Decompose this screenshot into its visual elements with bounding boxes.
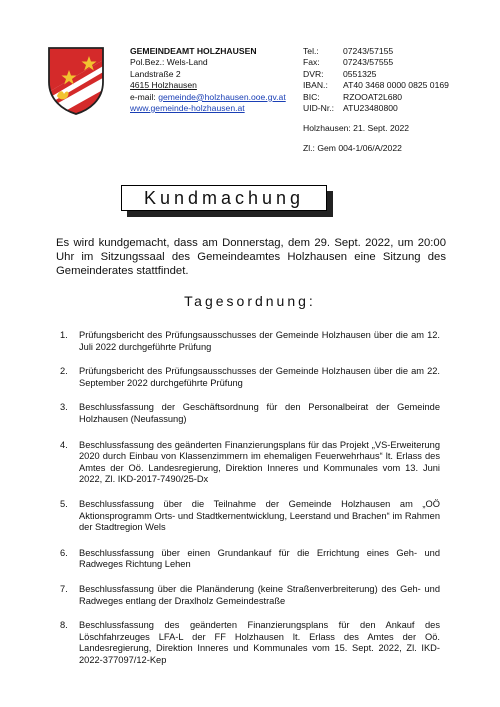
- agenda-item-text: Prüfungsbericht des Prüfungsausschusses der Gemeinde Holzhausen über die am 22. September 2022 durchgeführte Prüfung: [79, 366, 440, 388]
- email-line: [130, 92, 286, 103]
- agenda-item: [60, 548, 440, 571]
- agenda-item: [60, 440, 440, 486]
- contact-label: BIC:: [303, 91, 320, 102]
- contact-row: [303, 57, 449, 68]
- email-link[interactable]: gemeinde@holzhausen.ooe.gv.at: [158, 91, 286, 102]
- contact-row: [303, 46, 449, 57]
- agenda-item-number: 2.: [60, 366, 68, 377]
- organization-name: GEMEINDEAMT HOLZHAUSEN: [130, 46, 257, 56]
- agenda-item-number: 5.: [60, 498, 68, 509]
- agenda-item-number: 3.: [60, 402, 68, 413]
- contact-value: 07243/57155: [343, 46, 394, 56]
- agenda-item-text: Beschlussfassung der Geschäftsordnung für den Personalbeirat der Gemeinde Holzhausen (Neufassung): [79, 402, 440, 424]
- contact-value: RZOOAT2L680: [343, 91, 403, 102]
- agenda-item-text: Prüfungsbericht des Prüfungsausschusses der Gemeinde Holzhausen über die am 12. Juli 2022 durchgeführte Prüfung: [79, 330, 440, 352]
- contact-row: [303, 103, 449, 114]
- contact-value: 0551325: [343, 68, 377, 79]
- agenda-list: [60, 330, 440, 666]
- agenda-item: [60, 366, 440, 389]
- agenda-item-text: Beschlussfassung des geänderten Finanzierungsplans für das Projekt „VS-Erweiterung 2020 durch Einbau von Klassenzimmern im ehemaligen Feuerwehrhaus“ lt. Erlass des Amtes der Oö. Landesregierung, Direktion Inneres und Kommunales vom 13. Juni 2022, Zl. IKD-2017-7490/25-Dx: [79, 439, 440, 485]
- agenda-item-number: 8.: [60, 620, 68, 631]
- document-title: Kundmachung: [121, 185, 327, 211]
- coat-of-arms-logo: [47, 46, 105, 116]
- contact-value: AT40 3468 0000 0825 0169: [343, 80, 449, 91]
- contact-details: [303, 46, 449, 114]
- email-label: e-mail:: [130, 91, 159, 102]
- contact-value: 07243/57555: [343, 57, 394, 68]
- agenda-item: [60, 584, 440, 607]
- contact-value: ATU23480800: [343, 103, 398, 114]
- agenda-item: [60, 499, 440, 534]
- agenda-item: [60, 402, 440, 425]
- website-link[interactable]: www.gemeinde-holzhausen.at: [130, 103, 245, 114]
- agenda-item-number: 1.: [60, 330, 68, 340]
- contact-row: [303, 69, 449, 80]
- agenda-item-number: 4.: [60, 439, 68, 450]
- agenda-item-text: Beschlussfassung über die Planänderung (keine Straßenverbreiterung) des Geh- und Radweges entlang der Draxlholz Gemeindestraße: [79, 583, 440, 606]
- city: 4615 Holzhausen: [130, 80, 197, 91]
- contact-label: IBAN.:: [303, 80, 328, 91]
- street: Landstraße 2: [130, 68, 181, 79]
- document-date: Holzhausen: 21. Sept. 2022: [303, 123, 410, 133]
- agenda-item-number: 7.: [60, 583, 68, 594]
- agenda-item: [60, 620, 440, 666]
- contact-label: Fax:: [303, 57, 320, 68]
- contact-row: [303, 80, 449, 91]
- contact-label: DVR:: [303, 68, 324, 79]
- contact-label: UID-Nr.:: [303, 103, 335, 114]
- agenda-item-number: 6.: [60, 547, 68, 558]
- contact-label: Tel.:: [303, 46, 319, 56]
- agenda-item-text: Beschlussfassung des geänderten Finanzierungsplans für den Ankauf des Löschfahrzeuges LFA-L der FF Holzhausen lt. Erlass des Amtes der Oö. Landesregierung, Direktion Inneres und Kommunales vom 15. Sept. 2022, Zl. IKD-2022-377097/12-Kep: [79, 620, 440, 665]
- contact-row: [303, 92, 449, 103]
- agenda-item-text: Beschlussfassung über die Teilnahme der Gemeinde Holzhausen am „OÖ Aktionsprogramm Orts- und Stadtkernentwicklung, Leerstand und Brachen“ im Rahmen der Stadtregion Wels: [79, 498, 440, 533]
- organization-address: [130, 46, 286, 114]
- district: Pol.Bez.: Wels-Land: [130, 57, 208, 68]
- reference-number: Zl.: Gem 004-1/06/A/2022: [303, 143, 402, 153]
- intro-paragraph: Es wird kundgemacht, dass am Donnerstag, dem 29. Sept. 2022, um 20:00 Uhr im Sitzungssaal des Gemeindeamtes Holzhausen eine Sitzung des Gemeinderates stattfindet.: [56, 237, 446, 277]
- agenda-item-text: Beschlussfassung über einen Grundankauf für die Errichtung eines Geh- und Radweges Richtung Lehen: [79, 547, 440, 570]
- agenda-heading: Tagesordnung:: [184, 293, 316, 309]
- agenda-item: [60, 330, 440, 353]
